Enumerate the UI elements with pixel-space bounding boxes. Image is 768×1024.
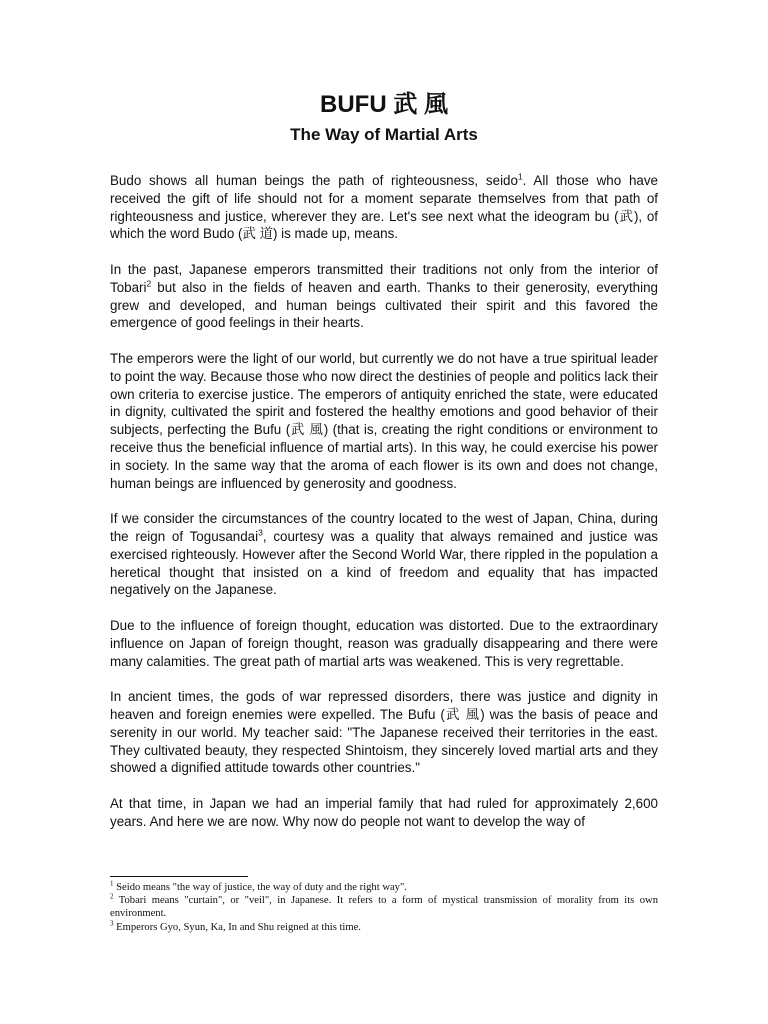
paragraph-text: In the past, Japanese emperors transmitted their traditions not only from the interior of Tobari bbox=[110, 261, 658, 295]
footnote bbox=[110, 881, 658, 894]
footnote-text: Emperors Gyo, Syun, Ka, In and Shu reigned at this time. bbox=[116, 921, 361, 933]
footnote-text: Tobari means "curtain", or "veil", in Japanese. It refers to a form of mystical transmission of morality from its own environment. bbox=[110, 895, 658, 920]
footnote-number: 3 bbox=[110, 919, 114, 928]
footnote-list bbox=[110, 881, 658, 934]
paragraph bbox=[110, 617, 658, 670]
footnote bbox=[110, 921, 658, 934]
paragraph-text: , courtesy was a quality that always remained and justice was exercised righteously. However after the Second World War, there rippled in the population a heretical thought that insisted on a kind of freedom and equality that has impacted negatively on the Japanese. bbox=[110, 528, 658, 598]
paragraph-text: Budo shows all human beings the path of righteousness, seido bbox=[110, 173, 518, 188]
page-title: BUFU 武 風 bbox=[320, 91, 448, 118]
paragraph-text: In ancient times, the gods of war repressed disorders, there was justice and dignity in heaven and foreign enemies were expelled. The Bufu (武 風) was the basis of peace and serenity in our world. My teacher said: "The Japanese received their territories in the east. They cultivated beauty, they respected Shintoism, they sincerely loved martial arts and they showed a dignified attitude towards other countries." bbox=[110, 689, 658, 776]
paragraph bbox=[110, 795, 658, 831]
footnote-divider bbox=[110, 876, 248, 877]
footnote-ref[interactable]: 1 bbox=[517, 171, 523, 182]
paragraph-text: At that time, in Japan we had an imperial family that had ruled for approximately 2,600 years. And here we are now. Why now do people not want to develop the way of bbox=[110, 795, 658, 829]
paragraph bbox=[110, 172, 658, 243]
paragraph-text: . All those who have received the gift of life should not for a moment separate themselves from that path of righteousness and justice, wherever they are. Let's see next what the ideogram bu (武), of which the word Budo (武 道) is made up, means. bbox=[110, 173, 658, 242]
page-subtitle: The Way of Martial Arts bbox=[290, 125, 478, 144]
paragraph bbox=[110, 688, 658, 777]
footnotes bbox=[110, 876, 658, 934]
footnote-number: 1 bbox=[110, 879, 114, 888]
paragraph-text: Due to the influence of foreign thought, education was distorted. Due to the extraordinary influence on Japan of foreign thought, reason was gradually disappearing and there were many calamities. The great path of martial arts was weakened. This is very regrettable. bbox=[110, 617, 658, 669]
paragraph-text: but also in the fields of heaven and earth. Thanks to their generosity, everything grew and developed, and human beings cultivated their spirit and this favored the emergence of good feelings in their hearts. bbox=[110, 279, 658, 331]
paragraph-text: If we consider the circumstances of the country located to the west of Japan, China, during the reign of Togusandai bbox=[110, 511, 658, 544]
paragraph bbox=[110, 261, 658, 332]
footnote-text: Seido means "the way of justice, the way of duty and the right way". bbox=[116, 882, 407, 893]
footnote-ref[interactable]: 3 bbox=[258, 527, 263, 538]
footnote bbox=[110, 894, 658, 920]
paragraph bbox=[110, 350, 658, 492]
paragraph bbox=[110, 510, 658, 599]
paragraph-text: The emperors were the light of our world, but currently we do not have a true spiritual leader to point the way. Because those who now direct the destinies of people and politics lack their own criteria to exercise justice. The emperors of antiquity enriched the state, were educated in dignity, cultivated the spirit and fostered the healthy emotions and good behavior of their subjects, perfecting the Bufu (武 風) (that is, creating the right conditions or environment to receive thus the beneficial influence of martial arts). In this way, he could exercise his power in society. In the same way that the aroma of each flower is its own and does not change, human beings are influenced by generosity and goodness. bbox=[110, 350, 658, 491]
footnote-number: 2 bbox=[110, 892, 114, 901]
body-text bbox=[110, 172, 658, 830]
footnote-ref[interactable]: 2 bbox=[146, 278, 152, 289]
